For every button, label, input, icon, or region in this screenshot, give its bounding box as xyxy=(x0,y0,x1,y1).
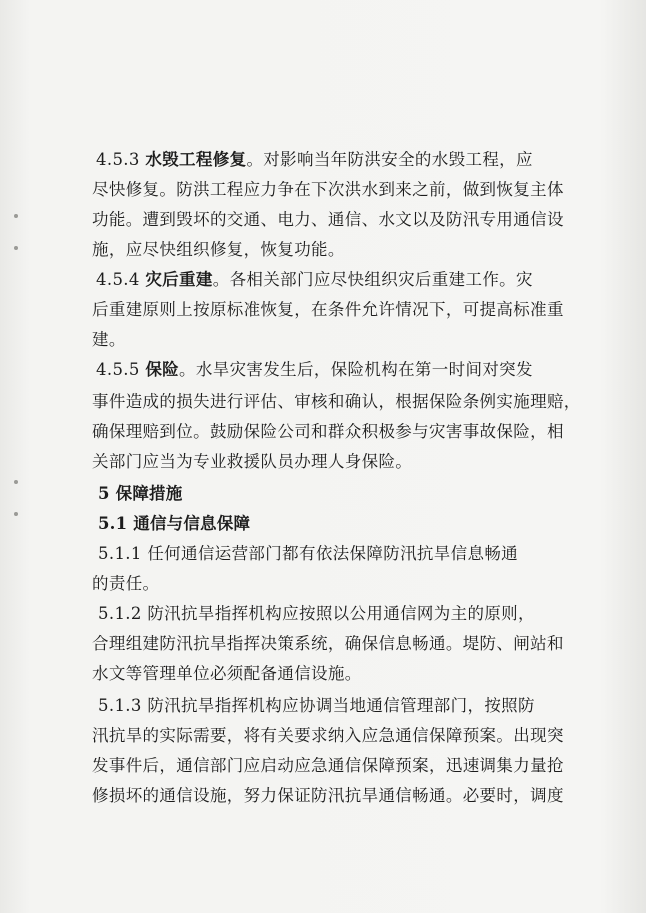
text-line: 后重建原则上按原标准恢复，在条件允许情况下，可提高标准重 xyxy=(92,300,564,319)
text-line: 尽快修复。防洪工程应力争在下次洪水到来之前，做到恢复主体 xyxy=(92,180,564,199)
text-run: 。各相关部门应尽快组织灾后重建工作。灾 xyxy=(212,270,533,289)
section-heading: 5.1 通信与信息保障 xyxy=(98,514,251,533)
section-heading: 水毁工程修复 xyxy=(145,150,247,169)
text-line: 功能。遭到毁坏的交通、电力、通信、水文以及防汛专用通信设 xyxy=(92,210,564,229)
text-line: 5.1.2 防汛抗旱指挥机构应按照以公用通信网为主的原则， xyxy=(98,604,535,623)
section-number: 4.5.5 xyxy=(96,360,146,379)
punch-hole-mark xyxy=(14,480,18,484)
text-line: 汛抗旱的实际需要，将有关要求纳入应急通信保障预案。出现突 xyxy=(92,726,564,745)
section-heading: 保险 xyxy=(145,360,180,379)
text-line: 确保理赔到位。鼓励保险公司和群众积极参与灾害事故保险，相 xyxy=(92,422,564,441)
text-line xyxy=(96,270,533,290)
text-line: 发事件后，通信部门应启动应急通信保障预案，迅速调集力量抢 xyxy=(92,756,564,775)
text-line: 的责任。 xyxy=(92,574,160,593)
text-line: 5.1.1 任何通信运营部门都有依法保障防汛抗旱信息畅通 xyxy=(98,544,519,563)
section-number: 4.5.3 xyxy=(96,150,146,169)
chapter-heading: 5 保障措施 xyxy=(98,484,183,503)
text-line: 施，应尽快组织修复，恢复功能。 xyxy=(92,240,345,259)
punch-hole-mark xyxy=(14,214,18,218)
text-line: 建。 xyxy=(92,330,126,349)
section-heading: 灾后重建 xyxy=(145,270,213,289)
text-line: 合理组建防汛抗旱指挥决策系统，确保信息畅通。堤防、闸站和 xyxy=(92,634,564,653)
text-line xyxy=(96,150,533,170)
punch-hole-mark xyxy=(14,246,18,250)
text-run: 。对影响当年防洪安全的水毁工程，应 xyxy=(246,150,533,169)
text-line: 关部门应当为专业救援队员办理人身保险。 xyxy=(92,452,413,471)
text-line: 事件造成的损失进行评估、审核和确认，根据保险条例实施理赔， xyxy=(92,392,581,411)
text-line: 5.1.3 防汛抗旱指挥机构应协调当地通信管理部门，按照防 xyxy=(98,696,535,715)
text-line: 水文等管理单位必须配备通信设施。 xyxy=(92,664,362,683)
text-line xyxy=(96,360,533,380)
text-run: 。水旱灾害发生后，保险机构在第一时间对突发 xyxy=(179,360,533,379)
section-number: 4.5.4 xyxy=(96,270,146,289)
text-line: 修损坏的通信设施，努力保证防汛抗旱通信畅通。必要时，调度 xyxy=(92,786,564,805)
punch-hole-mark xyxy=(14,512,18,516)
